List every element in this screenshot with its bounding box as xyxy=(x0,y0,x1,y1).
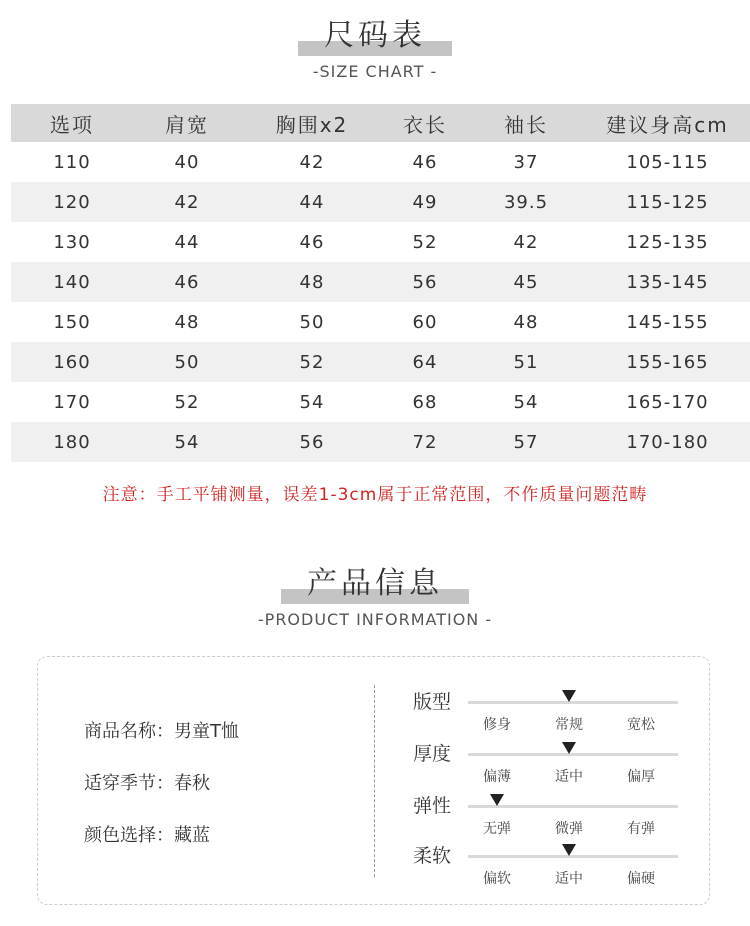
cell-height: 165-170 xyxy=(626,391,709,413)
cell-chest: 48 xyxy=(299,271,325,293)
attribute-option: 无弹 xyxy=(483,821,511,837)
attribute-name: 柔软 xyxy=(413,845,452,867)
attribute-name: 厚度 xyxy=(413,743,452,765)
cell-shoulder: 52 xyxy=(174,391,200,413)
cell-chest: 42 xyxy=(299,151,325,173)
size-table xyxy=(11,104,750,462)
cell-length: 52 xyxy=(412,231,438,253)
attribute-option: 修身 xyxy=(483,717,511,733)
cell-shoulder: 40 xyxy=(174,151,200,173)
cell-size: 120 xyxy=(53,191,91,213)
attribute-option: 有弹 xyxy=(627,821,655,837)
table-row xyxy=(11,222,750,262)
cell-sleeve: 54 xyxy=(513,391,539,413)
attribute-name: 弹性 xyxy=(413,795,452,817)
cell-shoulder: 44 xyxy=(174,231,200,253)
cell-length: 46 xyxy=(412,151,438,173)
table-row xyxy=(11,342,750,382)
product-info-subtitle: -PRODUCT INFORMATION - xyxy=(257,610,493,629)
cell-size: 160 xyxy=(53,351,91,373)
selected-marker-icon xyxy=(562,742,576,754)
cell-size: 150 xyxy=(53,311,91,333)
selected-marker-icon xyxy=(562,844,576,856)
attribute-option: 偏薄 xyxy=(483,769,511,785)
product-info-title: 产品信息 xyxy=(307,566,443,601)
cell-height: 125-135 xyxy=(626,231,709,253)
product-name: 商品名称：男童T恤 xyxy=(84,721,239,742)
cell-sleeve: 57 xyxy=(513,431,539,453)
cell-length: 56 xyxy=(412,271,438,293)
cell-height: 145-155 xyxy=(626,311,709,333)
cell-length: 60 xyxy=(412,311,438,333)
size-chart-title-wrap xyxy=(324,16,426,56)
attribute-option: 偏硬 xyxy=(627,871,655,887)
attribute-name: 版型 xyxy=(413,691,452,713)
cell-chest: 56 xyxy=(299,431,325,453)
cell-shoulder: 54 xyxy=(174,431,200,453)
cell-sleeve: 48 xyxy=(513,311,539,333)
header-shoulder: 肩宽 xyxy=(165,112,209,137)
attribute-option: 微弹 xyxy=(555,821,583,837)
product-info-heading xyxy=(0,564,750,629)
cell-sleeve: 37 xyxy=(513,151,539,173)
cell-height: 155-165 xyxy=(626,351,709,373)
attribute-option: 偏厚 xyxy=(627,769,655,785)
cell-shoulder: 42 xyxy=(174,191,200,213)
cell-shoulder: 48 xyxy=(174,311,200,333)
cell-length: 68 xyxy=(412,391,438,413)
cell-length: 64 xyxy=(412,351,438,373)
size-chart-title: 尺码表 xyxy=(324,18,426,53)
attribute-option: 宽松 xyxy=(627,717,655,733)
cell-length: 49 xyxy=(412,191,438,213)
size-table-body xyxy=(11,142,750,462)
cell-sleeve: 51 xyxy=(513,351,539,373)
size-chart-heading xyxy=(0,16,750,81)
attribute-option: 适中 xyxy=(555,769,583,785)
table-row xyxy=(11,182,750,222)
cell-chest: 54 xyxy=(299,391,325,413)
info-divider xyxy=(374,685,375,877)
table-row xyxy=(11,382,750,422)
cell-height: 105-115 xyxy=(626,151,709,173)
table-row xyxy=(11,142,750,182)
size-table-header-row xyxy=(11,104,750,142)
cell-size: 140 xyxy=(53,271,91,293)
cell-height: 115-125 xyxy=(626,191,709,213)
cell-size: 110 xyxy=(53,151,91,173)
cell-size: 180 xyxy=(53,431,91,453)
table-row xyxy=(11,422,750,462)
header-length: 衣长 xyxy=(403,112,447,137)
product-info-box xyxy=(37,656,710,905)
attribute-option: 适中 xyxy=(555,871,583,887)
header-option: 选项 xyxy=(50,112,94,137)
cell-chest: 44 xyxy=(299,191,325,213)
cell-height: 170-180 xyxy=(626,431,709,453)
cell-sleeve: 39.5 xyxy=(503,191,549,213)
table-row xyxy=(11,302,750,342)
cell-sleeve: 42 xyxy=(513,231,539,253)
cell-size: 130 xyxy=(53,231,91,253)
product-color: 颜色选择：藏蓝 xyxy=(84,825,210,846)
cell-shoulder: 50 xyxy=(174,351,200,373)
cell-chest: 52 xyxy=(299,351,325,373)
header-sleeve: 袖长 xyxy=(504,112,548,137)
size-chart-subtitle: -SIZE CHART - xyxy=(312,62,438,81)
attribute-option: 常规 xyxy=(555,717,583,733)
cell-shoulder: 46 xyxy=(174,271,200,293)
attribute-option: 偏软 xyxy=(483,871,511,887)
header-height: 建议身高cm xyxy=(606,112,729,137)
table-row xyxy=(11,262,750,302)
measurement-note: 注意：手工平铺测量，误差1-3cm属于正常范围，不作质量问题范畴 xyxy=(102,485,648,505)
selected-marker-icon xyxy=(562,690,576,702)
selected-marker-icon xyxy=(490,794,504,806)
product-info-title-wrap xyxy=(307,564,443,604)
product-season: 适穿季节：春秋 xyxy=(84,773,210,794)
cell-sleeve: 45 xyxy=(513,271,539,293)
cell-height: 135-145 xyxy=(626,271,709,293)
header-chest: 胸围x2 xyxy=(275,112,349,137)
cell-length: 72 xyxy=(412,431,438,453)
cell-chest: 50 xyxy=(299,311,325,333)
cell-size: 170 xyxy=(53,391,91,413)
cell-chest: 46 xyxy=(299,231,325,253)
